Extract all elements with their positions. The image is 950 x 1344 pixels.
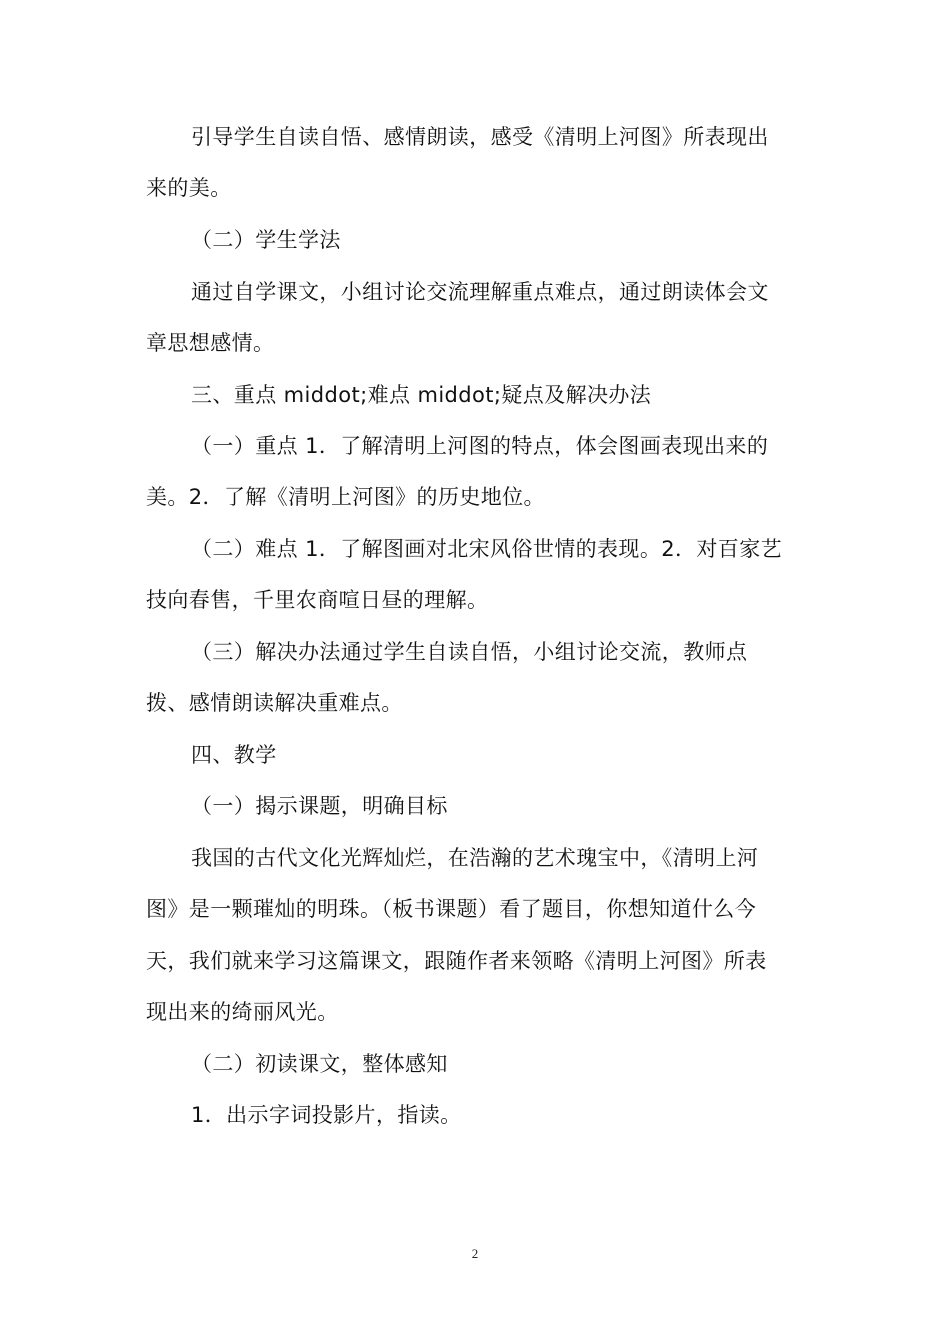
paragraph-line: 通过自学课文，小组讨论交流理解重点难点，通过朗读体会文 bbox=[191, 280, 769, 304]
paragraph-line: （三）解决办法通过学生自读自悟，小组讨论交流，教师点 bbox=[191, 640, 748, 664]
paragraph-line: （二）难点 1．了解图画对北宋风俗世情的表现。2．对百家艺 bbox=[191, 537, 782, 561]
paragraph-line: 我国的古代文化光辉灿烂，在浩瀚的艺术瑰宝中，《清明上河 bbox=[191, 846, 759, 870]
section-heading: （二）学生学法 bbox=[191, 228, 341, 252]
paragraph-line: 1．出示字词投影片，指读。 bbox=[191, 1103, 462, 1127]
paragraph-line: 来的美。 bbox=[146, 176, 232, 200]
paragraph-line: 美。2．了解《清明上河图》的历史地位。 bbox=[146, 485, 545, 509]
paragraph-line: 现出来的绮丽风光。 bbox=[146, 1000, 339, 1024]
section-heading: 三、重点 middot;难点 middot;疑点及解决办法 bbox=[191, 383, 652, 407]
paragraph-line: 天，我们就来学习这篇课文，跟随作者来领略《清明上河图》所表 bbox=[146, 949, 767, 973]
page-number: 2 bbox=[471, 1246, 479, 1261]
paragraph-line: 拨、感情朗读解决重难点。 bbox=[146, 691, 403, 715]
paragraph-line: 章思想感情。 bbox=[146, 331, 275, 355]
paragraph-line: 技向春售，千里农商喧日昼的理解。 bbox=[146, 588, 489, 612]
section-heading: （一）揭示课题，明确目标 bbox=[191, 794, 448, 818]
section-heading: 四、教学 bbox=[191, 743, 277, 767]
paragraph-line: （一）重点 1．了解清明上河图的特点，体会图画表现出来的 bbox=[191, 434, 769, 458]
paragraph-line: 引导学生自读自悟、感情朗读，感受《清明上河图》所表现出 bbox=[191, 125, 769, 149]
paragraph-line: 图》是一颗璀灿的明珠。（板书课题）看了题目，你想知道什么今 bbox=[146, 897, 757, 921]
section-heading: （二）初读课文，整体感知 bbox=[191, 1052, 448, 1076]
